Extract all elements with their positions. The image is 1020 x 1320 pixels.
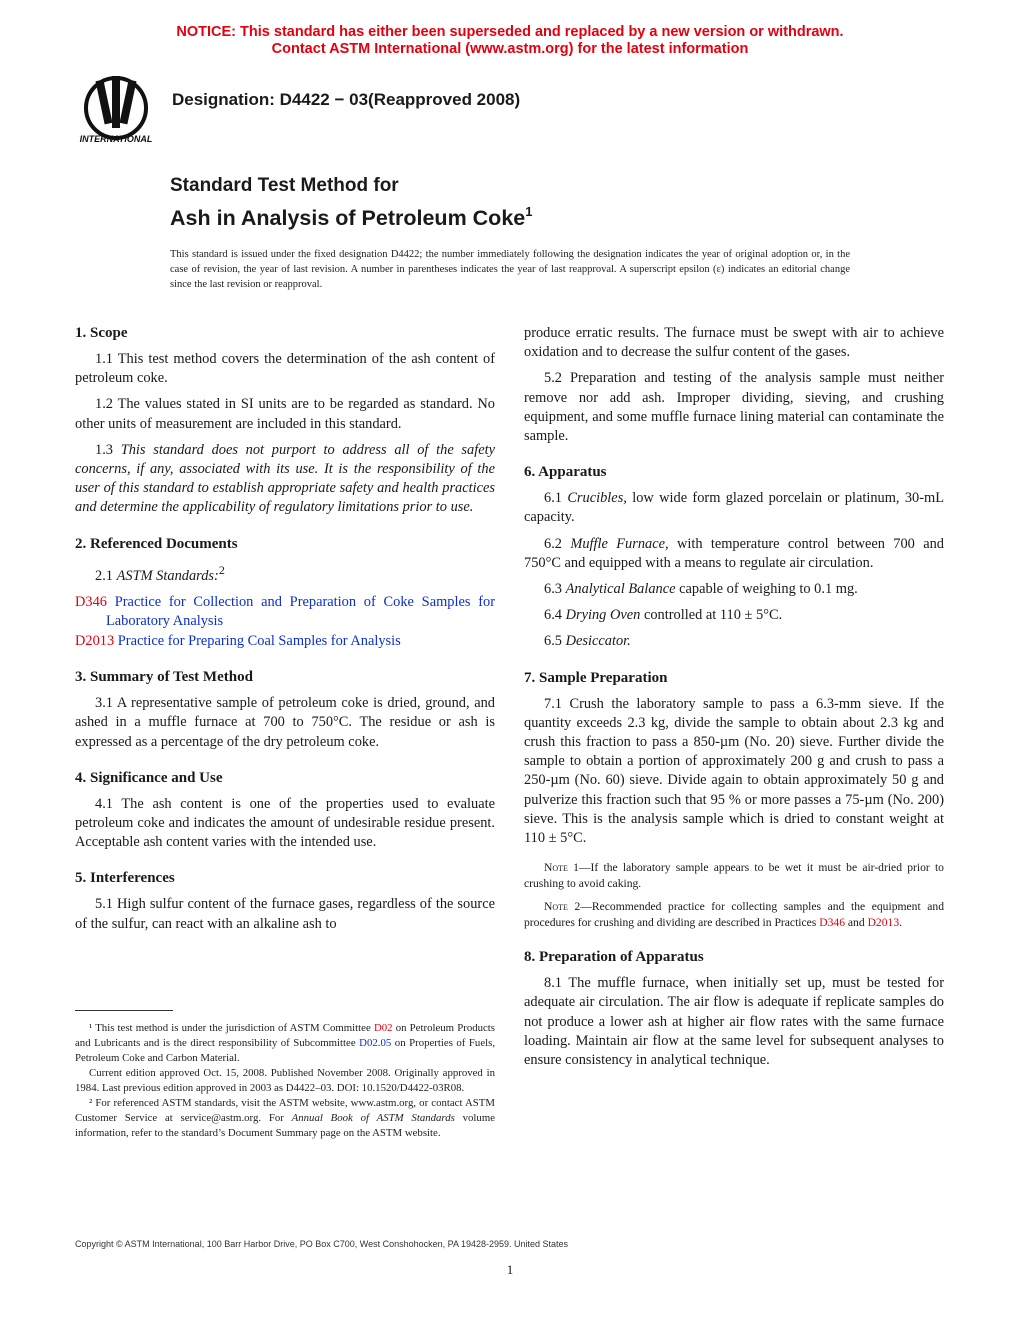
para-1-2: 1.2 The values stated in SI units are to be regarded as standard. No other units of measurement are included in this standard. — [75, 396, 495, 432]
right-column — [524, 324, 944, 1077]
designation: Designation: D4422 − 03(Reapproved 2008) — [172, 90, 521, 109]
document-title — [170, 174, 532, 232]
page-number: 1 — [506, 1262, 514, 1277]
issuance-statement: This standard is issued under the fixed designation D4422; the number immediately following the designation indicates the year of original adoption or, in the case of revision, the year of last revision. A number in parentheses indicates the year of last reapproval. A superscript epsilon (ε) indicates an editorial change since the last revision or reapproval. — [170, 249, 850, 290]
note-2: Note 2—Recommended practice for collecting samples and the equipment and procedures for crushing and dividing are described in Practices D346 and D2013. — [524, 900, 944, 930]
para-5-2: 5.2 Preparation and testing of the analysis sample must neither remove nor add ash. Improper dividing, sieving, and crushing equipment, and some muffle furnace lining material can contaminate the sample. — [524, 370, 944, 445]
title-footnote-ref: 1 — [525, 204, 533, 219]
section-2-heading: 2. Referenced Documents — [75, 535, 238, 552]
section-3-heading: 3. Summary of Test Method — [75, 669, 253, 686]
para-6-1: 6.1 Crucibles, low wide form glazed porcelain or platinum, 30-mL capacity. — [524, 490, 944, 526]
para-1-3: 1.3 This standard does not purport to address all of the safety concerns, if any, associated with its use. It is the responsibility of the user of this standard to establish appropriate safety and health practices and determine the applicability of regulatory limitations prior to use. — [75, 441, 495, 516]
title-line-1: Standard Test Method for — [170, 175, 399, 196]
left-column — [75, 324, 495, 941]
section-6-heading: 6. Apparatus — [524, 464, 607, 481]
footnote-1-edition: Current edition approved Oct. 15, 2008. Published November 2008. Originally approved in 1984. Last previous edition approved in 2003 as D4422–03. DOI: 10.1520/D4422-03R08. — [75, 1067, 495, 1094]
para-7-1: 7.1 Crush the laboratory sample to pass a 6.3-mm sieve. If the quantity exceeds 2.3 kg, divide the sample to obtain about 2.3 kg and crush this fraction to pass a 850-µm (No. 20) sieve. Further divide the sample to obtain a portion of approximately 200 g and crush to pass a 250-µm (No. 60) sieve. Divide again to obtain approximately 50 g and pulverize this fraction such that 95 % or more passes a 75-µm (No. 200) sieve. This is the analysis sample which is dried to constant weight at 110 ± 5°C. — [524, 695, 944, 847]
section-7-heading: 7. Sample Preparation — [524, 669, 668, 686]
para-5-1: 5.1 High sulfur content of the furnace gases, regardless of the source of the sulfur, can react with an alkaline ash to — [75, 896, 495, 932]
para-4-1: 4.1 The ash content is one of the properties used to evaluate petroleum coke and indicates the amount of undesirable residue present. Acceptable ash content varies with the intended use. — [75, 795, 495, 851]
title-line-2: Ash in Analysis of Petroleum Coke$^1$ — [170, 204, 533, 230]
supersede-notice — [0, 24, 1020, 58]
ref-title: Practice for Preparing Coal Samples for Analysis — [117, 633, 401, 650]
note-2-link-d2013[interactable]: D2013 — [867, 916, 900, 930]
para-6-5: 6.5 Desiccator. — [544, 633, 631, 650]
para-1-1: 1.1 This test method covers the determination of the ash content of petroleum coke. — [75, 351, 495, 387]
para-8-1: 8.1 The muffle furnace, when initially set up, must be tested for adequate air circulation. The air flow is adequate if replicate samples do not produce a lower ash at higher air flow rates with the same furnace loading. Maintain air flow at the same level for subsequent analyses to ensure consistency in analytical technique. — [524, 975, 944, 1069]
link-d02-05[interactable]: D02.05 — [359, 1037, 392, 1049]
para-2-1: 2.1 ASTM Standards:$^2$ — [95, 562, 225, 584]
ref-title: Practice for Collection and Preparation of Coke Samples for Laboratory Analysis — [106, 593, 495, 629]
ref-code: D346 — [75, 593, 107, 610]
link-d02[interactable]: D02 — [373, 1022, 393, 1034]
footnote-divider — [75, 1010, 173, 1011]
para-6-2: 6.2 Muffle Furnace, with temperature control between 700 and 750°C and equipped with a means to regulate air circulation. — [524, 535, 944, 571]
section-4-heading: 4. Significance and Use — [75, 769, 223, 786]
notice-line-1: NOTICE: This standard has either been superseded and replaced by a new version or withdrawn. — [176, 24, 844, 40]
note-2-link-d346[interactable]: D346 — [819, 916, 845, 930]
para-3-1: 3.1 A representative sample of petroleum coke is dried, ground, and ashed in a muffle furnace at 700 to 750°C. The residue or ash is expressed as a percentage of the dry petroleum coke. — [75, 695, 495, 750]
astm-logo — [66, 68, 166, 146]
reference-d2013[interactable] — [75, 632, 495, 651]
copyright: Copyright © ASTM International, 100 Barr Harbor Drive, PO Box C700, West Conshohocken, PA 19428-2959. United States — [75, 1239, 569, 1249]
footnote-2: ² For referenced ASTM standards, visit the ASTM website, www.astm.org, or contact ASTM Customer Service at service@astm.org. For Annual Book of ASTM Standards volume information, refer to the standard’s Document Summary page on the ASTM website. — [75, 1097, 496, 1139]
para-6-3: 6.3 Analytical Balance capable of weighing to 0.1 mg. — [544, 581, 858, 598]
para-5-1-continued: produce erratic results. The furnace must be swept with air to achieve oxidation and to decrease the sulfur content of the gases. — [524, 325, 944, 361]
section-5-heading: 5. Interferences — [75, 870, 175, 887]
para-6-4: 6.4 Drying Oven controlled at 110 ± 5°C. — [544, 607, 783, 624]
note-1: Note 1—If the laboratory sample appears to be wet it must be air-dried prior to crushing to avoid caking. — [524, 861, 944, 891]
reference-d346[interactable] — [75, 593, 495, 631]
footnotes — [75, 1021, 495, 1141]
logo-wordmark: INTERNATIONAL — [79, 134, 153, 144]
footnote-1: ¹ This test method is under the jurisdiction of ASTM Committee D02 on Petroleum Products and Lubricants and is the direct responsibility of Subcommittee D02.05 on Properties of Fuels, Petroleum Coke and Carbon Material. — [75, 1022, 496, 1064]
notice-line-2: Contact ASTM International (www.astm.org) for the latest information — [271, 41, 749, 57]
ref-code: D2013 — [75, 633, 115, 650]
section-1-heading: 1. Scope — [75, 325, 128, 341]
section-8-heading: 8. Preparation of Apparatus — [524, 949, 704, 966]
